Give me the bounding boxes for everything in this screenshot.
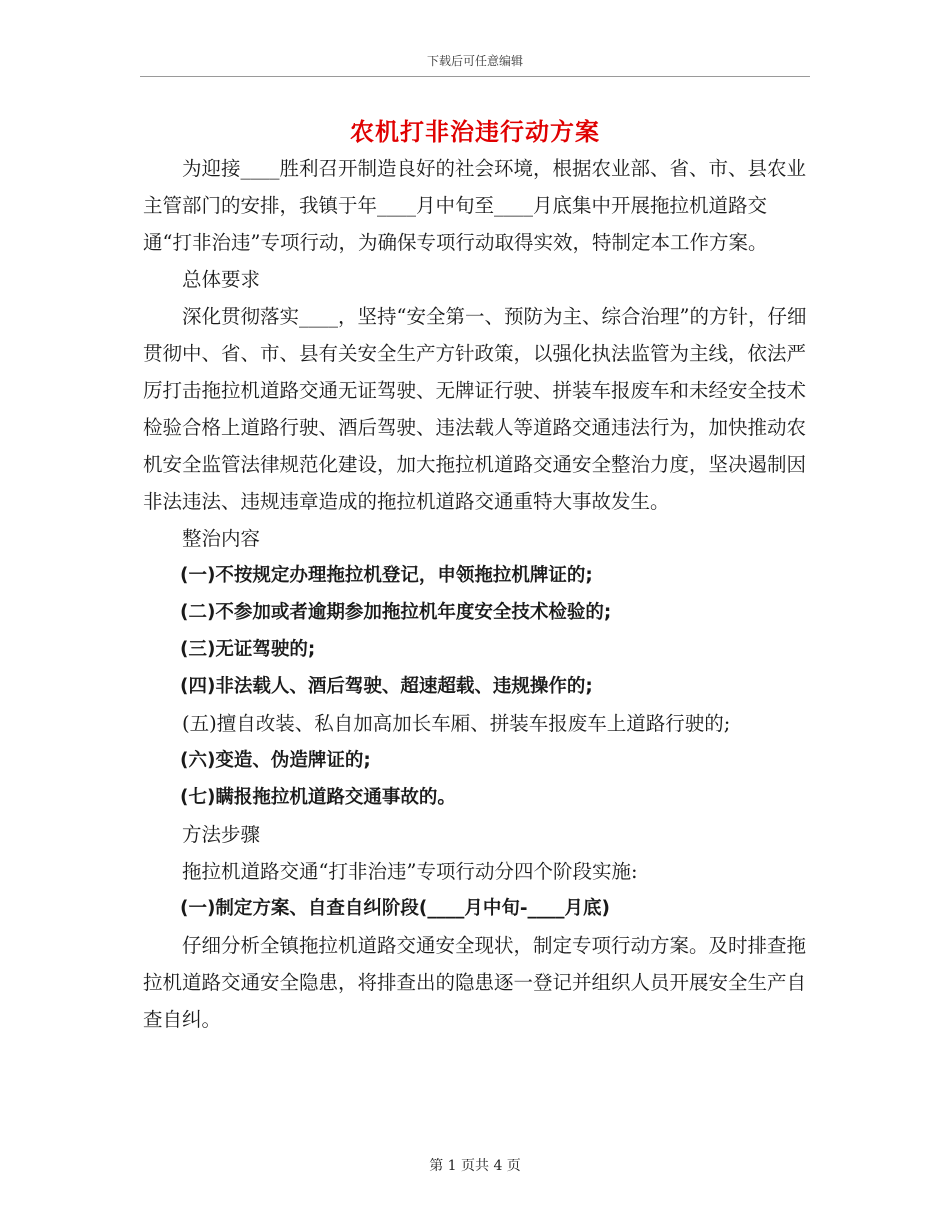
phase-paragraph: 仔细分析全镇拖拉机道路交通安全现状，制定专项行动方案。及时排查拖拉机道路交通安全隐患，将排查出的隐患逐一登记并组织人员开展安全生产自查自纠。	[143, 934, 807, 1031]
intro-paragraph: 为迎接____胜利召开制造良好的社会环境，根据农业部、省、市、县农业主管部门的安排，我镇于年____月中旬至____月底集中开展拖拉机道路交通“打非治违”专项行动，为确保专项行动取得实效，特制定本工作方案。	[143, 157, 807, 254]
list-item: (二)不参加或者逾期参加拖拉机年度安全技术检验的;	[180, 602, 612, 623]
list-item: (一)不按规定办理拖拉机登记，申领拖拉机牌证的;	[180, 565, 593, 586]
page-footer: 第 1 页共 4 页	[429, 1158, 521, 1174]
phase-heading: (一)制定方案、自查自纠阶段(____月中旬-____月底)	[180, 898, 611, 919]
list-item: (三)无证驾驶的;	[180, 639, 316, 660]
steps-intro: 拖拉机道路交通“打非治违”专项行动分四个阶段实施:	[182, 860, 638, 883]
list-item: (六)变造、伪造牌证的;	[180, 750, 371, 771]
list-item: (四)非法载人、酒后驾驶、超速超载、违规操作的;	[180, 676, 593, 697]
list-item: (七)瞒报拖拉机道路交通事故的。	[180, 787, 456, 808]
section-heading-requirements: 总体要求	[182, 268, 261, 291]
document-title: 农机打非治违行动方案	[350, 117, 600, 146]
section-heading-content: 整治内容	[182, 527, 261, 550]
header-divider	[140, 76, 810, 77]
page-header: 下载后可任意编辑	[426, 54, 523, 68]
document-body	[143, 150, 813, 1038]
requirements-paragraph: 深化贯彻落实____，坚持“安全第一、预防为主、综合治理”的方针，仔细贯彻中、省、市、县有关安全生产方针政策，以强化执法监管为主线，依法严厉打击拖拉机道路交通无证驾驶、无牌证行驶、拼装车报废车和未经安全技术检验合格上道路行驶、酒后驾驶、违法载人等道路交通违法行为，加快推动农机安全监管法律规范化建设，加大拖拉机道路交通安全整治力度，坚决遏制因非法违法、违规违章造成的拖拉机道路交通重特大事故发生。	[143, 305, 807, 513]
section-heading-steps: 方法步骤	[182, 823, 261, 846]
list-item: (五)擅自改装、私自加高加长车厢、拼装车报废车上道路行驶的;	[182, 712, 731, 735]
